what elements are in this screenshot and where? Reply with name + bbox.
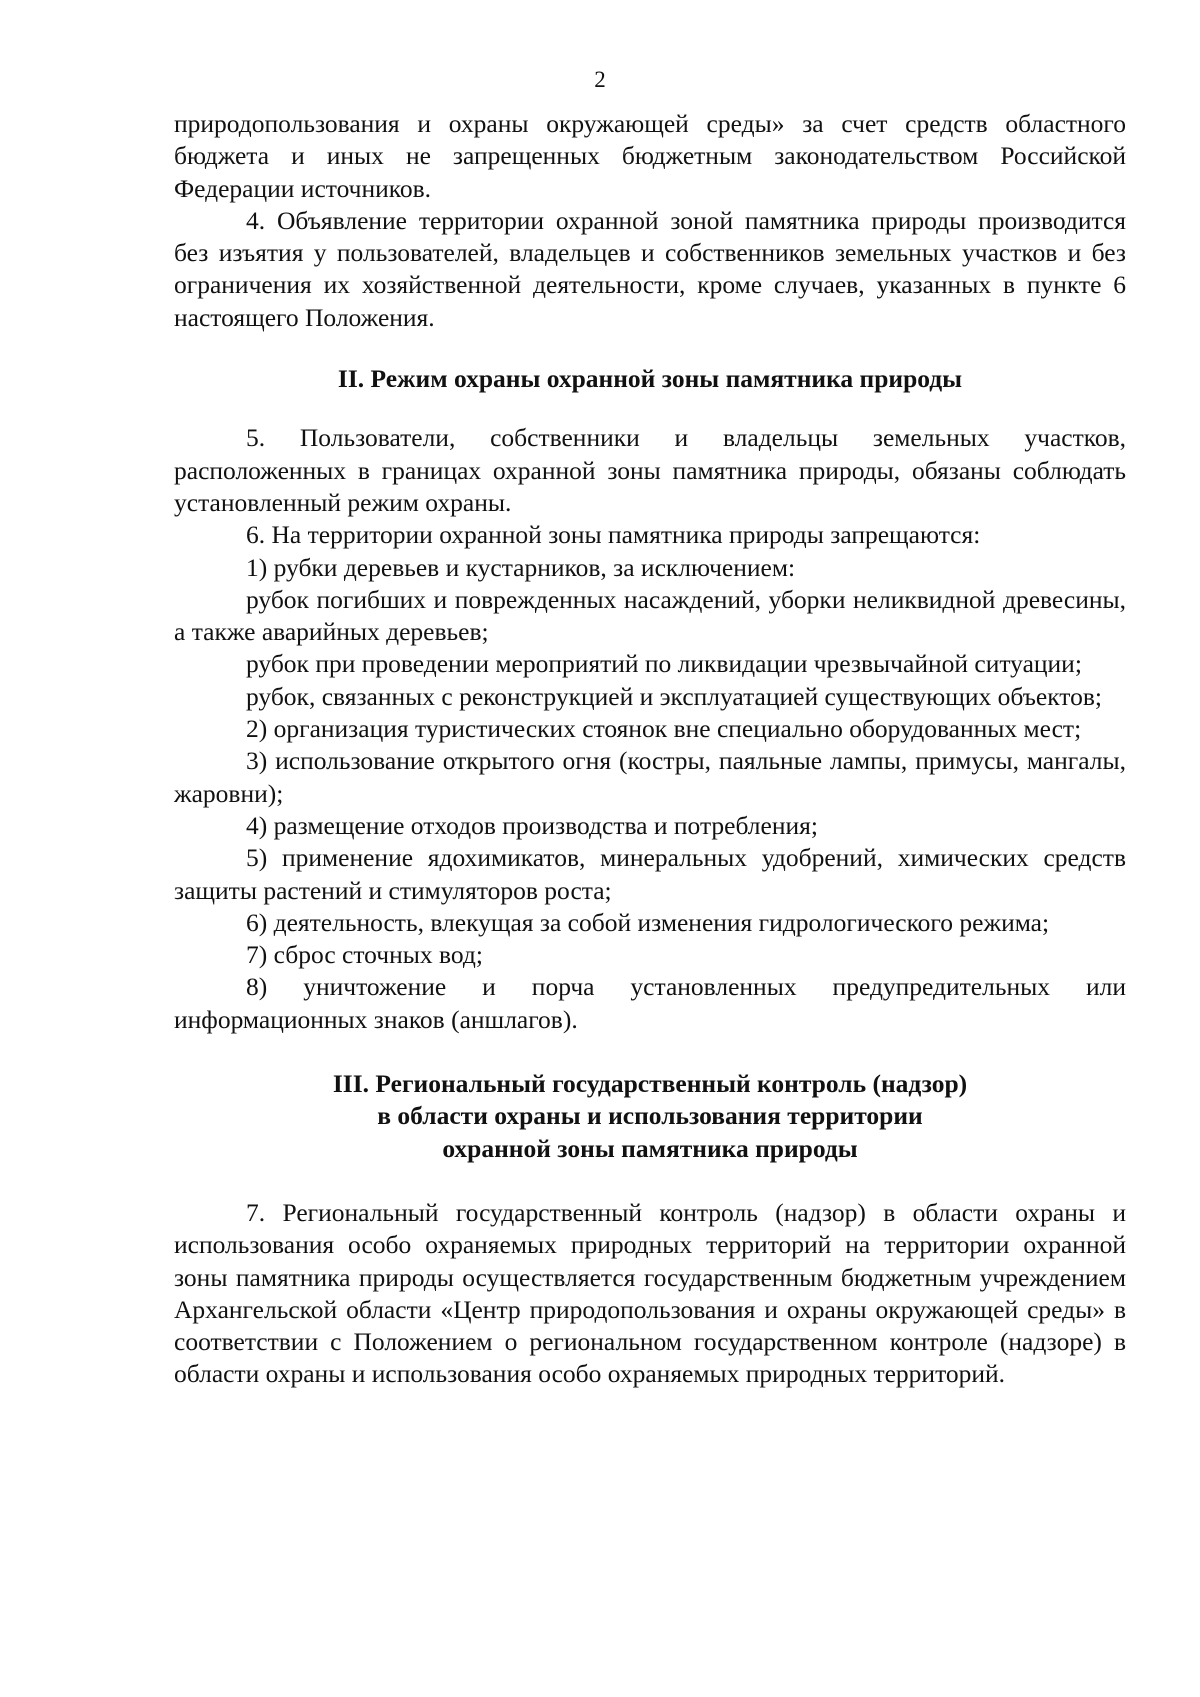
paragraph-6: 6. На территории охранной зоны памятника природы запрещаются: xyxy=(246,520,981,550)
paragraph-4: 4. Объявление территории охранной зоной памятника природы производится без изъятия у пользователей, владельцев и собственников земельных участков и без ограничения их хозяйственной деятельности, кроме случаев, указанных в пункте 6 настоящего Положения. xyxy=(174,205,1126,332)
list-subitem-1a: рубок погибших и поврежденных насаждений, уборки неликвидной древесины, а также аварийных деревьев; xyxy=(174,584,1126,647)
section-3-heading-line-2: в области охраны и использования территории xyxy=(377,1101,923,1131)
document-body xyxy=(174,108,1126,1391)
list-item-2: 2) организация туристических стоянок вне специально оборудованных мест; xyxy=(246,714,1082,744)
list-item-3: 3) использование открытого огня (костры, паяльные лампы, примусы, мангалы, жаровни); xyxy=(174,746,1126,808)
list-subitem-1c: рубок, связанных с реконструкцией и эксплуатацией существующих объектов; xyxy=(246,681,1102,711)
section-2-heading: II. Режим охраны охранной зоны памятника природы xyxy=(337,364,963,394)
section-2-body xyxy=(174,422,1126,1036)
list-subitem-1b: рубок при проведении мероприятий по ликвидации чрезвычайной ситуации; xyxy=(246,649,1082,679)
list-item-1: 1) рубки деревьев и кустарников, за исключением: xyxy=(246,552,796,582)
list-item-6: 6) деятельность, влекущая за собой изменения гидрологического режима; xyxy=(246,907,1050,937)
list-item-8: 8) уничтожение и порча установленных предупредительных или информационных знаков (аншлагов). xyxy=(174,972,1126,1034)
paragraph-continuation: природопользования и охраны окружающей среды» за счет средств областного бюджета и иных не запрещенных бюджетным законодательством Российской Федерации источников. xyxy=(174,109,1126,203)
section-3-heading xyxy=(174,1068,1126,1165)
paragraph-7: 7. Региональный государственный контроль (надзор) в области охраны и использования особо охраняемых природных территорий на территории охранной зоны памятника природы осуществляется государственным бюджетным учреждением Архангельской области «Центр природопользования и охраны окружающей среды» в соответствии с Положением о региональном государственном контроле (надзоре) в области охраны и использования особо охраняемых природных территорий. xyxy=(174,1197,1126,1389)
section-3-heading-line-1: III. Региональный государственный контроль (надзор) xyxy=(332,1069,968,1099)
page-number: 2 xyxy=(594,67,606,92)
paragraph-5: 5. Пользователи, собственники и владельцы земельных участков, расположенных в границах охранной зоны памятника природы, обязаны соблюдать установленный режим охраны. xyxy=(174,423,1126,517)
list-item-4: 4) размещение отходов производства и потребления; xyxy=(246,810,818,840)
list-item-5: 5) применение ядохимикатов, минеральных удобрений, химических средств защиты растений и стимуляторов роста; xyxy=(174,843,1126,905)
list-item-7: 7) сброс сточных вод; xyxy=(246,940,483,970)
section-3-heading-line-3: охранной зоны памятника природы xyxy=(442,1133,858,1163)
